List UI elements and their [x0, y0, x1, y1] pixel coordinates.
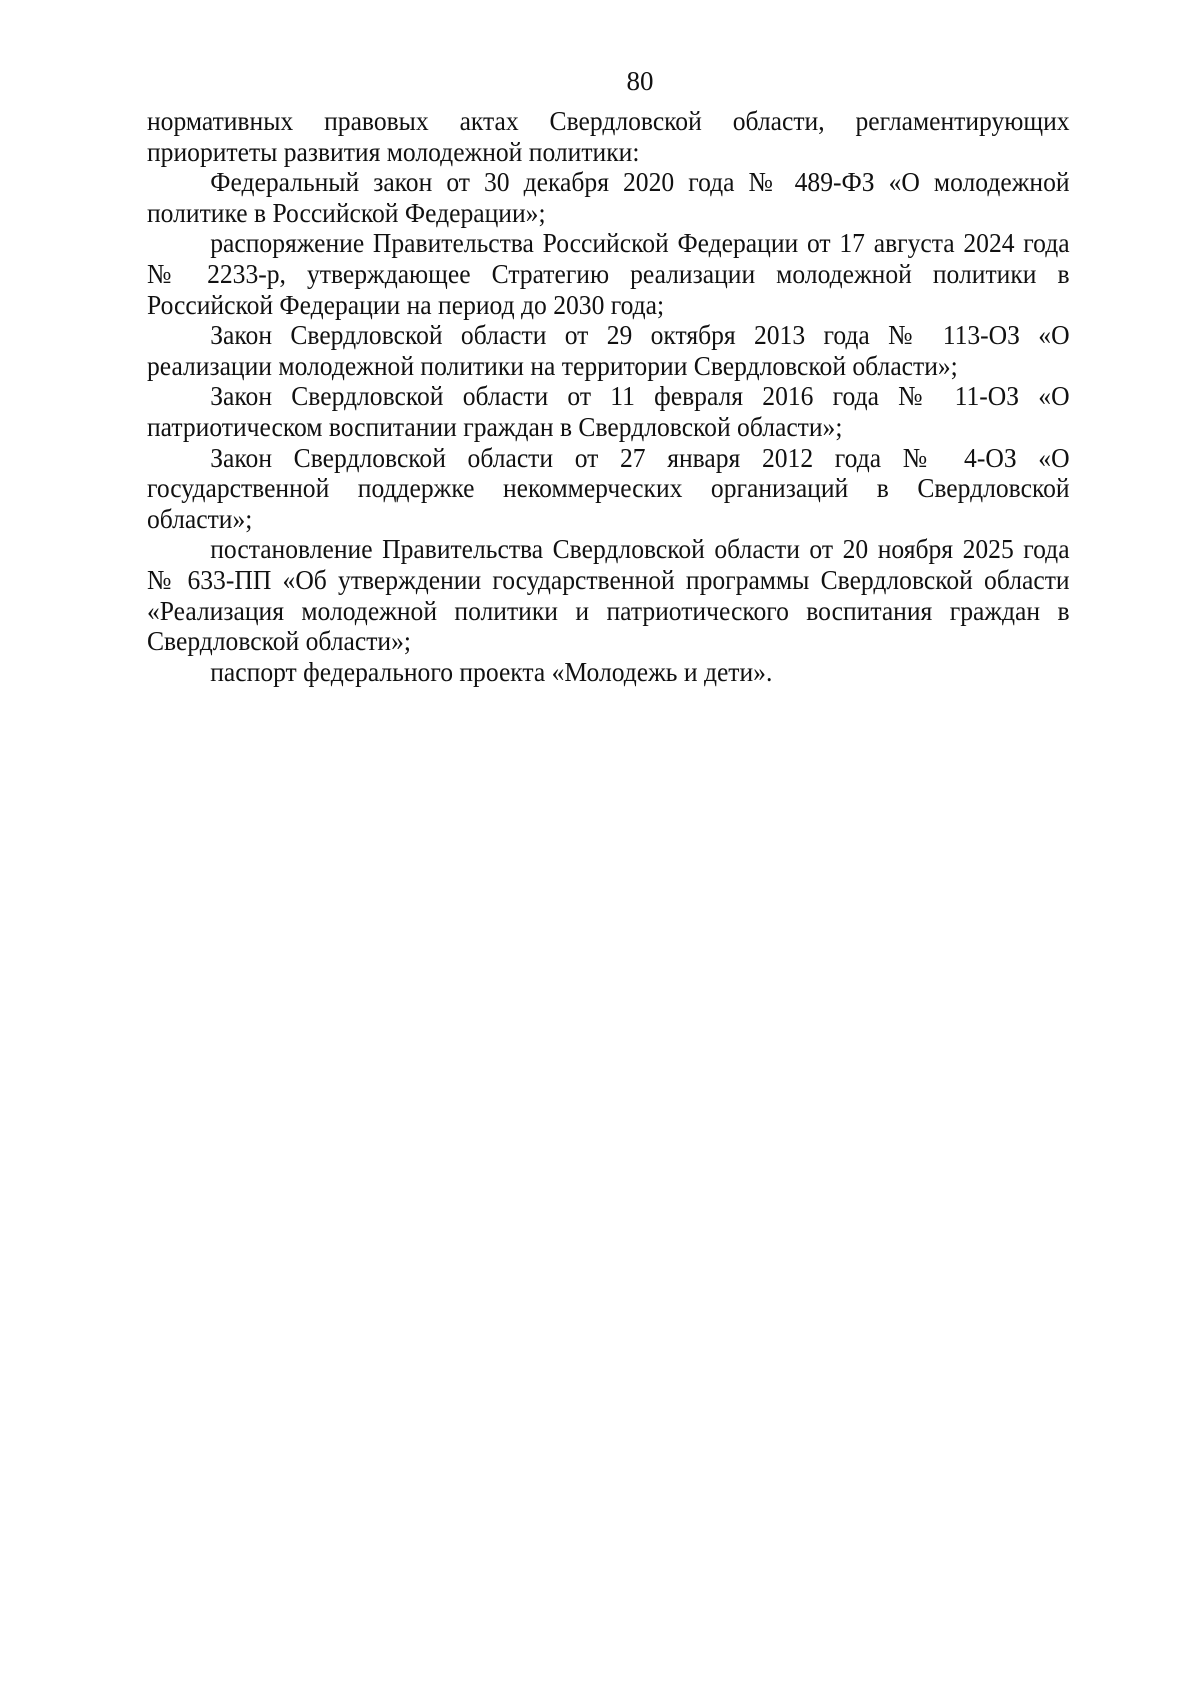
- paragraph-federal-law-489: Федеральный закон от 30 декабря 2020 года № 489-ФЗ «О молодежной политике в Российской Федерации»;: [147, 166, 1070, 228]
- paragraph-law-113: Закон Свердловской области от 29 октября 2013 года № 113-ОЗ «О реализации молодежной политики на территории Свердловской области»;: [147, 319, 1070, 381]
- paragraph-law-4: Закон Свердловской области от 27 января 2012 года № 4-ОЗ «О государственной поддержке некоммерческих организаций в Свердловской области»;: [147, 441, 1070, 534]
- document-body: [147, 106, 1070, 687]
- page-number: 80: [626, 66, 654, 96]
- paragraph-order-2233: распоряжение Правительства Российской Федерации от 17 августа 2024 года № 2233-р, утверждающее Стратегию реализации молодежной политики в Российской Федерации на период до 2030 года;: [147, 227, 1070, 320]
- paragraph-intro: нормативных правовых актах Свердловской области, регламентирующих приоритеты развития молодежной политики:: [147, 105, 1070, 167]
- paragraph-law-11: Закон Свердловской области от 11 февраля 2016 года № 11-ОЗ «О патриотическом воспитании граждан в Свердловской области»;: [147, 380, 1070, 442]
- paragraph-resolution-633: постановление Правительства Свердловской области от 20 ноября 2025 года № 633-ПП «Об утверждении государственной программы Свердловской области «Реализация молодежной политики и патриотического воспитания граждан в Свердловской области»;: [147, 533, 1070, 657]
- paragraph-federal-project: паспорт федерального проекта «Молодежь и дети».: [210, 655, 773, 687]
